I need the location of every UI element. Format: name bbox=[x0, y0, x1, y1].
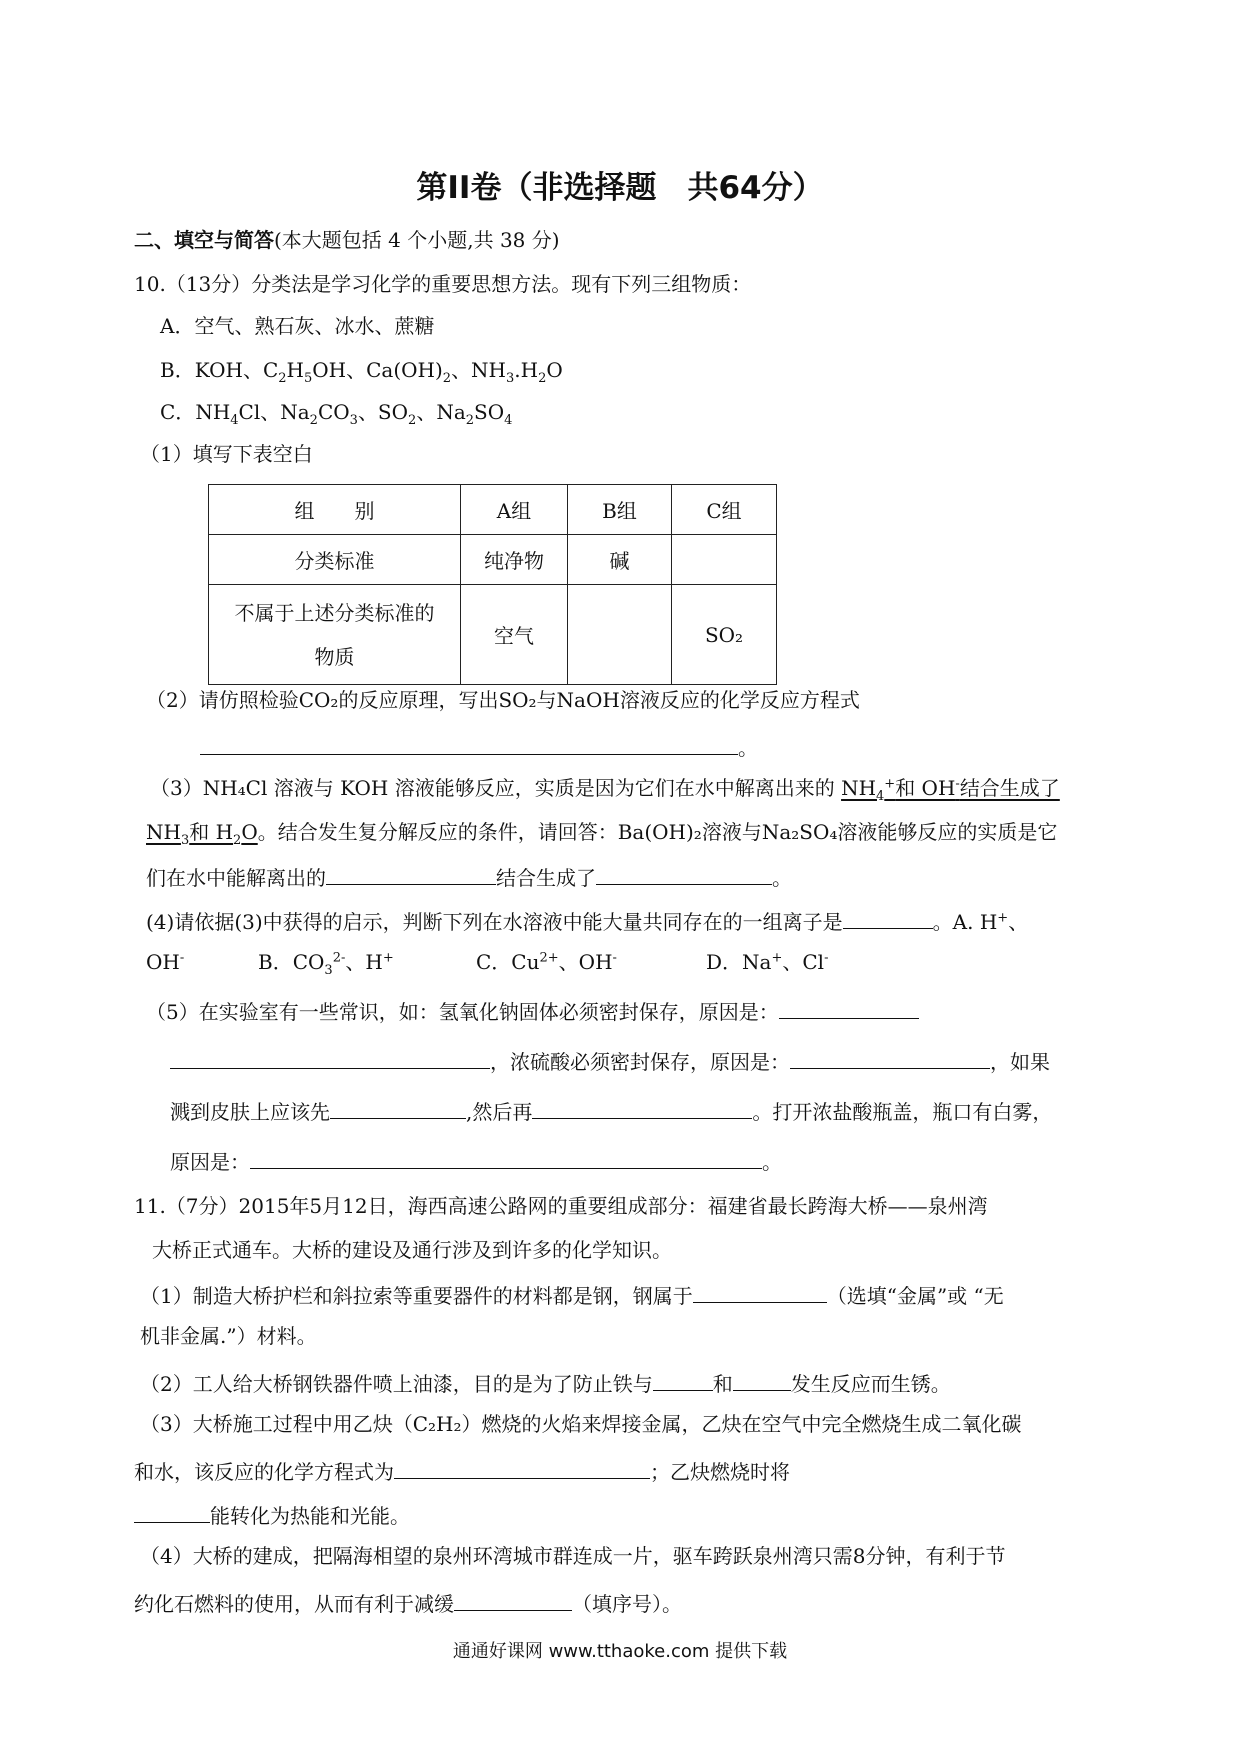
q10-sub3-line3: 们在水中能解离出的 结合生成了 。 bbox=[146, 860, 792, 892]
q11-sub2-blank-a[interactable] bbox=[653, 1366, 713, 1391]
q10-sub3-blank-product[interactable] bbox=[596, 860, 772, 885]
q10-group-b: B．KOH、$C_2H_5OH$、$Ca(OH)_2$、$NH_3.H_2O$ bbox=[160, 358, 563, 386]
q11-sub2-blank-b[interactable] bbox=[733, 1366, 791, 1391]
q10-sub3-text-b: 结合发生复分解反应的条件，请回答：Ba(OH)₂溶液与Na₂SO₄溶液能够反应的实质是它 bbox=[277, 820, 1058, 844]
q11-sub3-text-b2: ；乙炔燃烧时将 bbox=[650, 1460, 790, 1484]
q10-sub4-line1: (4)请依据(3)中获得的启示，判断下列在水溶液中能大量共同存在的一组离子是 。A. H+、 bbox=[146, 904, 1028, 936]
table-header-c: C组 bbox=[672, 485, 777, 535]
q10-sub5-line3 bbox=[170, 1094, 1052, 1126]
q10-stem: 10.（13分）分类法是学习化学的重要思想方法。现有下列三组物质： bbox=[134, 272, 752, 296]
q10-sub2-answer-line: 。 bbox=[200, 730, 758, 762]
q11-sub2-text-c: 发生反应而生锈。 bbox=[790, 1372, 951, 1396]
q10-sub5-text-b2: ，如果 bbox=[990, 1050, 1050, 1074]
q10-sub5-blank-h2so4[interactable] bbox=[790, 1044, 990, 1069]
q11-sub3-blank-equation[interactable] bbox=[394, 1454, 650, 1479]
q11-sub2-text-b: 和 bbox=[712, 1372, 733, 1396]
q10-sub5-blank-naoh-b[interactable] bbox=[170, 1044, 490, 1069]
q10-sub5-blank-then[interactable] bbox=[532, 1094, 752, 1119]
q11-sub4-blank[interactable] bbox=[454, 1586, 572, 1611]
q10-sub3-text-c1: 们在水中能解离出的 bbox=[146, 866, 326, 890]
q10-sub5-text-c3: 。打开浓盐酸瓶盖，瓶口有白雾， bbox=[752, 1100, 1053, 1124]
q10-sub4-options bbox=[146, 948, 829, 978]
table-header-group: 组 别 bbox=[209, 485, 461, 535]
q11-sub1-blank[interactable] bbox=[693, 1278, 827, 1303]
table-exception-c: SO₂ bbox=[672, 585, 777, 685]
q11-sub2-text-a: （2）工人给大桥钢铁器件喷上油漆，目的是为了防止铁与 bbox=[140, 1372, 653, 1396]
q10-sub5-text-c2: ,然后再 bbox=[466, 1100, 533, 1124]
section-heading bbox=[134, 226, 560, 254]
q10-sub3-text-a: （3）NH₄Cl 溶液与 KOH 溶液能够反应，实质是因为它们在水中解离出来的 bbox=[150, 776, 835, 800]
q10-sub4-option-a-end: OH- bbox=[146, 950, 185, 974]
q11-sub1-line2: 机非金属.”）材料。 bbox=[140, 1324, 317, 1348]
q11-sub3-line2 bbox=[134, 1454, 790, 1486]
q10-sub2: （2）请仿照检验CO₂的反应原理，写出SO₂与NaOH溶液反应的化学反应方程式 bbox=[146, 688, 860, 712]
table-criteria-b: 碱 bbox=[568, 535, 672, 585]
table-header-a: A组 bbox=[461, 485, 568, 535]
q11-sub3-line3 bbox=[134, 1498, 410, 1530]
q10-sub5-blank-hcl[interactable] bbox=[250, 1144, 762, 1169]
q10-sub3-line2: $NH_3$和 $H_2O$。结合发生复分解反应的条件，请回答：Ba(OH)₂溶液与Na₂SO₄溶液能够反应的实质是它 bbox=[146, 820, 1058, 848]
q11-sub4-text-b2: （填序号）。 bbox=[572, 1592, 682, 1616]
q11-sub4-text-b1: 约化石燃料的使用，从而有利于减缓 bbox=[134, 1592, 454, 1616]
section-heading-note: (本大题包括 4 个小题,共 38 分) bbox=[274, 228, 560, 252]
page-footer: 通通好课网 www.tthaoke.com 提供下载 bbox=[452, 1641, 788, 1662]
q11-sub4-line2 bbox=[134, 1586, 682, 1618]
q11-stem-line2: 大桥正式通车。大桥的建设及通行涉及到许多的化学知识。 bbox=[152, 1238, 672, 1262]
section-heading-label: 二、填空与简答 bbox=[134, 228, 274, 252]
q11-sub1-line1 bbox=[140, 1278, 1004, 1310]
table-exception-a: 空气 bbox=[461, 585, 568, 685]
q10-sub4-blank[interactable] bbox=[843, 904, 933, 929]
q10-sub5-blank-naoh-a[interactable] bbox=[779, 994, 919, 1019]
q11-stem-line1: 11.（7分）2015年5月12日，海西高速公路网的重要组成部分：福建省最长跨海大桥——泉州湾 bbox=[134, 1194, 988, 1218]
q10-sub1: （1）填写下表空白 bbox=[140, 442, 313, 466]
q11-sub1-text-b: （选填“金属”或 “无 bbox=[826, 1284, 1004, 1308]
q10-sub5-text-c1: 溅到皮肤上应该先 bbox=[170, 1100, 330, 1124]
q10-sub5-text-a: （5）在实验室有一些常识，如：氢氧化钠固体必须密封保存，原因是： bbox=[146, 1000, 779, 1024]
q11-sub3-line1: （3）大桥施工过程中用乙炔（C₂H₂）燃烧的火焰来焊接金属，乙炔在空气中完全燃烧生成二氧化碳 bbox=[140, 1412, 1022, 1436]
q10-sub5-line1 bbox=[146, 994, 919, 1026]
q10-sub3-line1 bbox=[150, 774, 1060, 802]
q10-sub5-line4: 原因是： 。 bbox=[170, 1144, 782, 1176]
q10-sub3-underlined-b: $NH_3$和 $H_2O$ bbox=[146, 820, 258, 848]
q10-sub3-text-c2: 结合生成了 bbox=[496, 866, 596, 890]
q11-sub3-text-b1: 和水，该反应的化学方程式为 bbox=[134, 1460, 394, 1484]
q10-sub5-text-b1: ，浓硫酸必须密封保存，原因是： bbox=[490, 1050, 790, 1074]
table-criteria-label: 分类标准 bbox=[209, 535, 461, 585]
table-exception-label bbox=[209, 585, 461, 685]
q11-sub2 bbox=[140, 1366, 951, 1398]
table-exception-label-line1: 不属于上述分类标准的 bbox=[234, 600, 435, 625]
q11-sub3-blank-energy[interactable] bbox=[134, 1498, 210, 1523]
q10-group-b-prefix: B． bbox=[160, 358, 195, 382]
q11-sub1-text-a: （1）制造大桥护栏和斜拉索等重要器件的材料都是钢，钢属于 bbox=[140, 1284, 693, 1308]
classification-table bbox=[208, 484, 777, 685]
q10-sub2-blank[interactable] bbox=[200, 730, 738, 755]
page-title: 第II卷（非选择题 共64分） bbox=[416, 170, 824, 206]
q10-sub5-blank-first[interactable] bbox=[330, 1094, 466, 1119]
q10-sub5-text-d: 原因是： bbox=[170, 1150, 250, 1174]
q11-sub3-text-c: 能转化为热能和光能。 bbox=[210, 1504, 410, 1528]
table-header-b: B组 bbox=[568, 485, 672, 535]
q11-sub4-line1: （4）大桥的建成，把隔海相望的泉州环湾城市群连成一片，驱车跨跃泉州湾只需8分钟，有利于节 bbox=[140, 1544, 1006, 1568]
table-exception-b[interactable] bbox=[568, 585, 672, 685]
table-criteria-c[interactable] bbox=[672, 535, 777, 585]
q10-sub4-option-d: D．Na+、Cl- bbox=[706, 950, 829, 974]
table-exception-label-line2: 物质 bbox=[314, 644, 355, 669]
q10-sub4-option-c: C．$Cu^{2+}$、OH- bbox=[476, 950, 617, 974]
q10-sub3-underlined-a: $NH_4^+$和 OH-结合生成了 bbox=[841, 776, 1060, 804]
q10-group-c-prefix: C． bbox=[160, 400, 196, 424]
q10-sub4-option-b: B．$CO_3^{2-}$、H+ bbox=[258, 950, 394, 978]
q10-group-a: A．空气、熟石灰、冰水、蔗糖 bbox=[160, 314, 435, 338]
q10-sub5-line2 bbox=[170, 1044, 1050, 1076]
q10-group-c: C．$NH_4Cl$、$Na_2CO_3$、$SO_2$、$Na_2SO_4$ bbox=[160, 400, 513, 428]
q10-sub3-blank-ions[interactable] bbox=[326, 860, 496, 885]
q10-sub4-text: (4)请依据(3)中获得的启示，判断下列在水溶液中能大量共同存在的一组离子是 bbox=[146, 910, 843, 934]
table-criteria-a: 纯净物 bbox=[461, 535, 568, 585]
